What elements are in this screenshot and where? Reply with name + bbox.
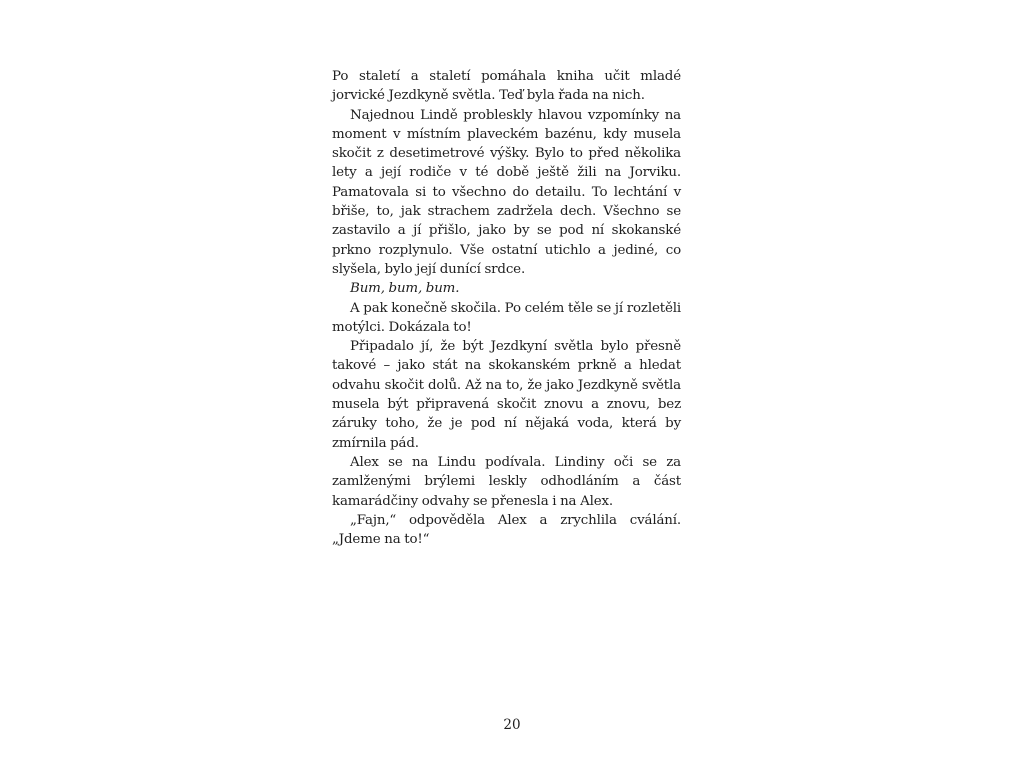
paragraph: A pak konečně skočila. Po celém těle se jí rozletěli motýlci. Dokázala to! (332, 300, 681, 335)
paragraph: Po staletí a staletí pomáhala kniha učit mladé jorvické Jezdkyně světla. Teď byla řada na nich. (332, 69, 681, 104)
paragraph-italic: Bum, bum, bum. (350, 281, 460, 297)
paragraph: „Fajn,“ odpověděla Alex a zrychlila cválání. „Jdeme na to!“ (332, 512, 681, 548)
paragraph: Připadalo jí, že být Jezdkyní světla bylo přesně takové – jako stát na skokanském prkně a hledat odvahu skočit dolů. Až na to, že jako Jezdkyně světla musela být připravená skočit znovu a znovu, bez záruky toho, že je pod ní nějaká voda, která by zmírnila pád. (332, 339, 681, 451)
paragraph: Alex se na Lindu podívala. Lindiny oči se za zamlženými brýlemi leskly odhodláním a část kamarádčiny odvahy se přenesla i na Alex. (332, 454, 681, 509)
paragraph: Najednou Lindě probleskly hlavou vzpomínky na moment v místním plaveckém bazénu, kdy musela skočit z desetimetrové výšky. Bylo to před několika lety a její rodiče v té době ještě žili na Jorviku. Pamatovala si to všechno do detailu. To lechtání v břiše, to, jak strachem zadržela dech. Všechno se zastavilo a jí přišlo, jako by se pod ní skokanské prkno rozplynulo. Vše ostatní utichlo a jediné, co slyšela, bylo její dunící srdce. (332, 107, 681, 277)
body-text (332, 67, 681, 549)
page-number: 20 (503, 717, 521, 733)
